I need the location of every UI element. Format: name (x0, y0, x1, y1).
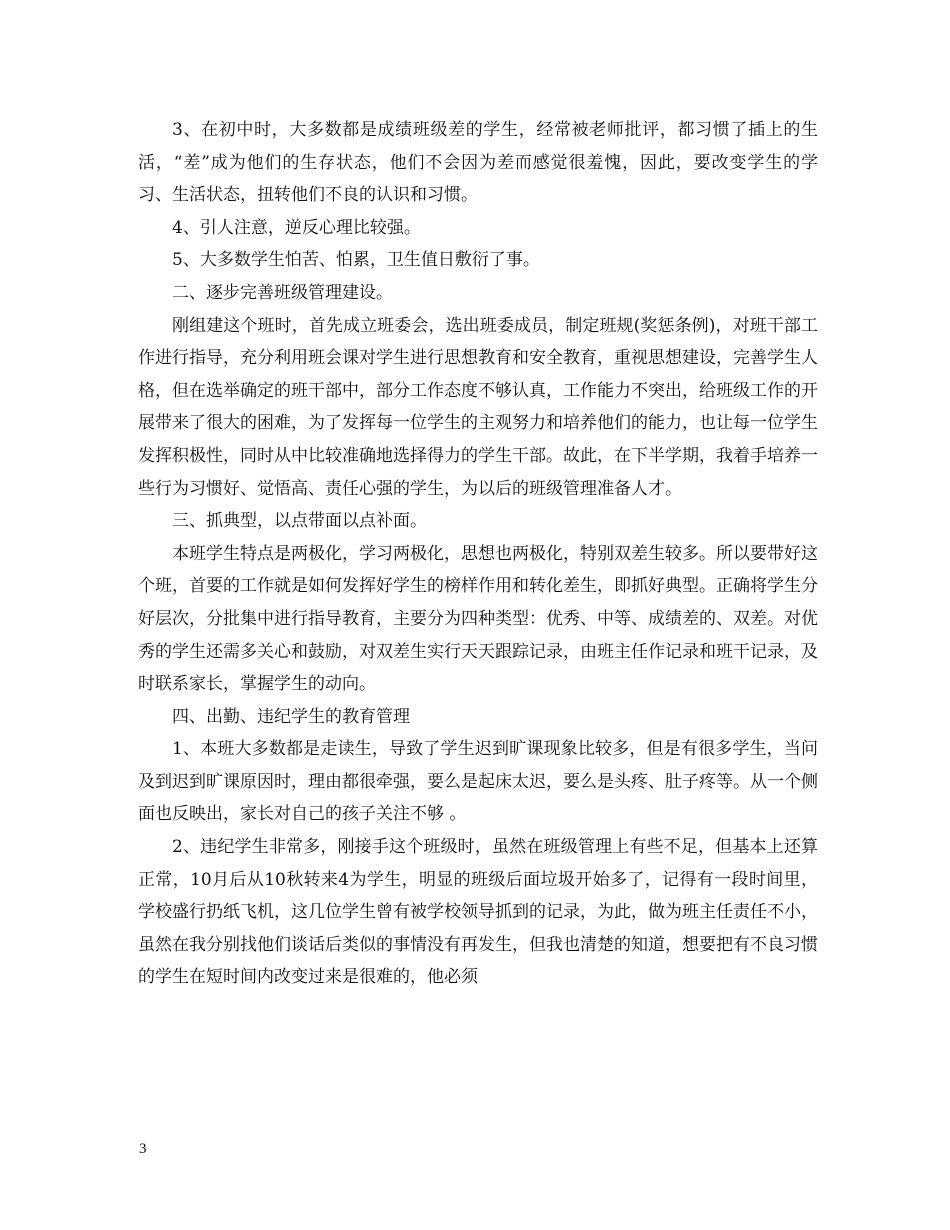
section-heading-4: 四、出勤、违纪学生的教育管理 (172, 706, 410, 727)
paragraph-9: 1、本班大多数都是走读生，导致了学生迟到旷课现象比较多，但是有很多学生，当问及到迟到旷课原因时，理由都很牵强，要么是起床太迟，要么是头疼、肚子疼等。从一个侧面也反映出，家长对自己的孩子关注不够 。 (138, 739, 818, 825)
paragraph-5: 刚组建这个班时，首先成立班委会，选出班委成员，制定班规(奖惩条例)，对班干部工作进行指导，充分利用班会课对学生进行思想教育和安全教育，重视思想建设，完善学生人格，但在选举确定的班干部中，部分工作态度不够认真，工作能力不突出，给班级工作的开展带来了很大的困难，为了发挥每一位学生的主观努力和培养他们的能力，也让每一位学生发挥积极性，同时从中比较准确地选择得力的学生干部。故此，在下半学期，我着手培养一些行为习惯好、觉悟高、责任心强的学生，为以后的班级管理准备人才。 (138, 315, 818, 499)
section-heading-3: 三、抓典型，以点带面以点补面。 (172, 511, 427, 532)
paragraph-3: 5、大多数学生怕苦、怕累，卫生值日敷衍了事。 (172, 250, 540, 271)
section-heading-2: 二、逐步完善班级管理建设。 (172, 282, 393, 303)
paragraph-2: 4、引人注意，逆反心理比较强。 (172, 217, 421, 238)
document-body (138, 114, 818, 994)
paragraph-1: 3、在初中时，大多数都是成绩班级差的学生，经常被老师批评，都习惯了插上的生活，“差”成为他们的生存状态，他们不会因为差而感觉很羞愧，因此，要改变学生的学习、生活状态，扭转他们不良的认识和习惯。 (138, 120, 818, 206)
paragraph-7: 本班学生特点是两极化，学习两极化，思想也两极化，特别双差生较多。所以要带好这个班，首要的工作就是如何发挥好学生的榜样作用和转化差生，即抓好典型。正确将学生分好层次，分批集中进行指导教育，主要分为四种类型：优秀、中等、成绩差的、双差。对优秀的学生还需多关心和鼓励，对双差生实行天天跟踪记录，由班主任作记录和班干记录，及时联系家长，掌握学生的动向。 (138, 543, 818, 695)
paragraph-10: 2、违纪学生非常多，刚接手这个班级时，虽然在班级管理上有些不足，但基本上还算正常，10月后从10秋转来4为学生，明显的班级后面垃圾开始多了，记得有一段时间里，学校盛行扔纸飞机，这几位学生曾有被学校领导抓到的记录，为此，做为班主任责任不小，虽然在我分别找他们谈话后类似的事情没有再发生，但我也清楚的知道，想要把有不良习惯的学生在短时间内改变过来是很难的，他必须 (138, 837, 818, 988)
page-number: 3 (139, 1141, 147, 1157)
